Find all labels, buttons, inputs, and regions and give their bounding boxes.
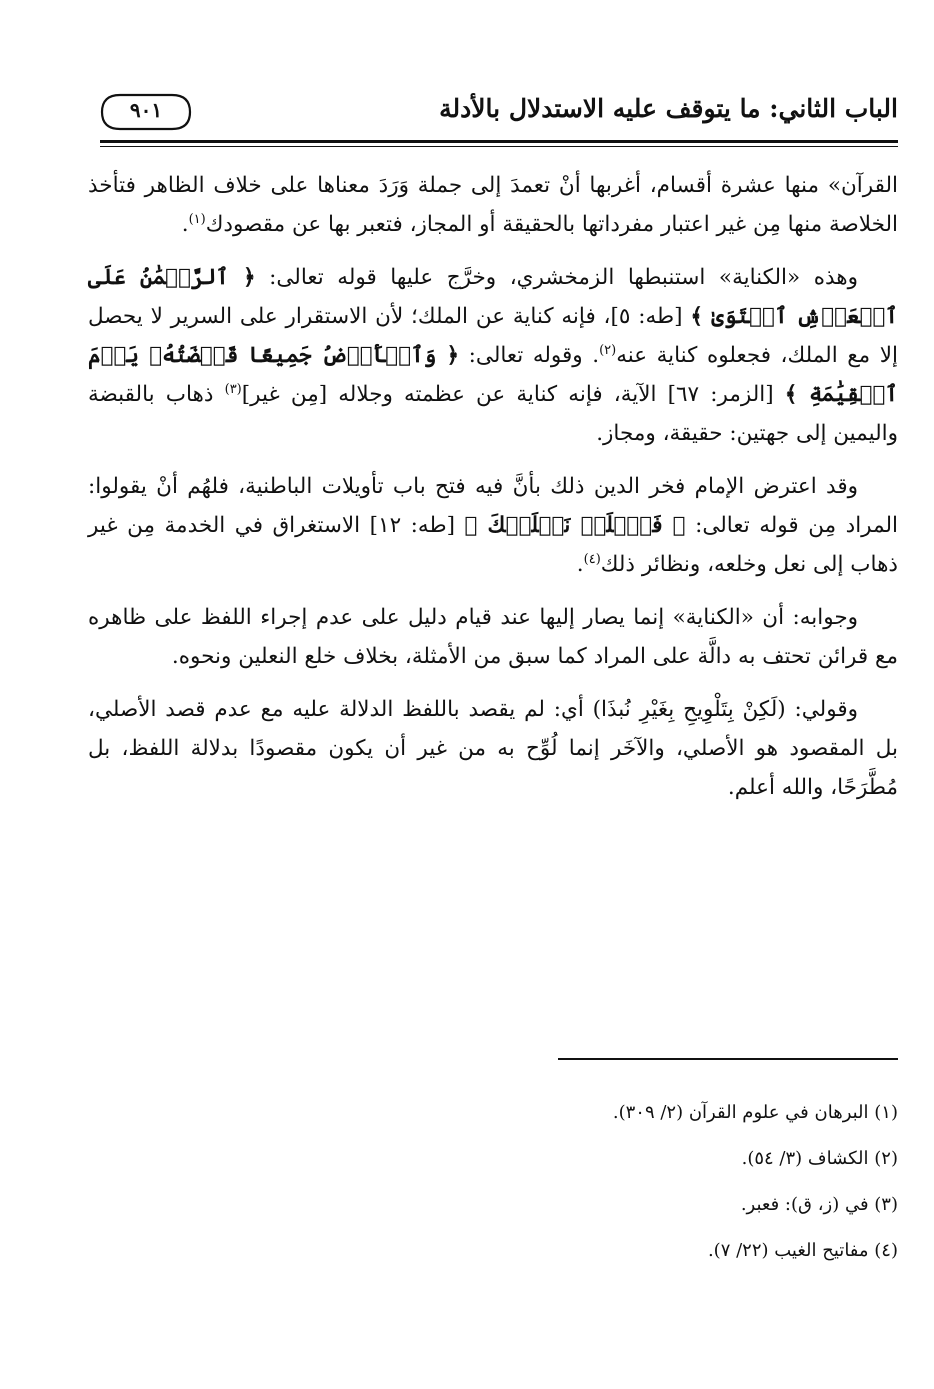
footnote-separator	[558, 1058, 898, 1060]
running-header	[100, 92, 898, 136]
quran-verse: ﴿ ٱلرَّحۡمَٰنُ عَلَى ٱلۡعَرۡشِ ٱسۡتَوَىٰ ﴾	[88, 265, 899, 329]
footnote-ref-2[interactable]: (٢)	[599, 342, 617, 358]
footnotes	[400, 1090, 898, 1274]
footnote-3: (٣) في (ز، ق): فعبر.	[740, 1194, 898, 1215]
page-number: ٩٠١	[129, 98, 163, 122]
footnote-ref-1[interactable]: (١)	[188, 211, 206, 227]
main-text	[88, 166, 898, 821]
footnote-ref-3[interactable]: (٣)	[224, 381, 242, 397]
footnote-1: (١) البرهان في علوم القرآن (٢/ ٣٠٩).	[612, 1102, 898, 1123]
quran-verse: ﴿ وَٱلۡأَرۡضُ جَمِيعًا قَبۡضَتُهُۥ يَوۡمَ ٱلۡقِيَٰمَةِ ﴾	[88, 343, 898, 407]
quran-verse: ﴿ فَٱخۡلَعۡ نَعۡلَيۡكَ ﴾	[464, 513, 686, 538]
footnote-4: (٤) مفاتيح الغيب (٢٢/ ٧).	[707, 1240, 898, 1261]
paragraph-1: القرآن» منها عشرة أقسام، أغربها أنْ تعمدَ إلى جملة وَرَدَ معناها على خلاف الظاهر فتأخذ الخلاصة منها مِن غير اعتبار مفرداتها بالحقيقة أو المجاز، فتعبر بها عن مقصودك$^{(١)}$.	[88, 173, 898, 237]
footnote-ref-4[interactable]: (٤)	[583, 551, 601, 567]
header-rule-thick	[100, 140, 898, 143]
chapter-title: الباب الثاني: ما يتوقف عليه الاستدلال بالأدلة	[439, 94, 898, 123]
header-rule-thin	[100, 146, 898, 147]
paragraph-2: وهذه «الكناية» استنبطها الزمخشري، وخرَّج عليها قوله تعالى: ﴿ ٱلرَّحۡمَٰنُ عَلَى ٱلۡعَرۡشِ ٱسۡتَوَىٰ ﴾ [طه: ٥]، فإنه كناية عن الملك؛ لأن الاستقرار على السرير لا يحصل إلا مع الملك، فجعلوه كناية عنه$^{(٢)}$. وقوله تعالى: ﴿ وَٱلۡأَرۡضُ جَمِيعًا قَبۡضَتُهُۥ يَوۡمَ ٱلۡقِيَٰمَةِ ﴾ [الزمر: ٦٧] الآية، فإنه كناية عن عظمته وجلاله [مِن غير]$^{(٣)}$ ذهاب بالقبضة واليمين إلى جهتين: حقيقة، ومجاز.	[88, 265, 899, 446]
page-number-badge	[100, 92, 192, 132]
paragraph-4: وجوابه: أن «الكناية» إنما يصار إليها عند قيام دليل على عدم إجراء اللفظ على ظاهره مع قرائن تحتف به دالَّة على المراد كما سبق من الأمثلة، بخلاف خلع النعلين ونحوه.	[88, 605, 898, 669]
footnote-2: (٢) الكشاف (٣/ ٥٤).	[741, 1148, 898, 1169]
paragraph-5: وقولي: (لَكِنْ بِتَلْوِيحِ بِغَيْرِ نُبذَا) أي: لم يقصد باللفظ الدلالة عليه مع عدم قصد الأصلي، بل المقصود هو الأصلي، والآخَر إنما لُوِّح به من غير أن يكون مقصودًا بدلالة اللفظ، بل مُطَّرَحًا، والله أعلم.	[88, 697, 898, 800]
paragraph-3: وقد اعترض الإمام فخر الدين ذلك بأنَّ فيه فتح باب تأويلات الباطنية، فلهُم أنْ يقولوا: المراد مِن قوله تعالى: ﴿ فَٱخۡلَعۡ نَعۡلَيۡكَ ﴾ [طه: ١٢] الاستغراق في الخدمة مِن غير ذهاب إلى نعل وخلعه، ونظائر ذلك$^{(٤)}$.	[88, 474, 898, 577]
